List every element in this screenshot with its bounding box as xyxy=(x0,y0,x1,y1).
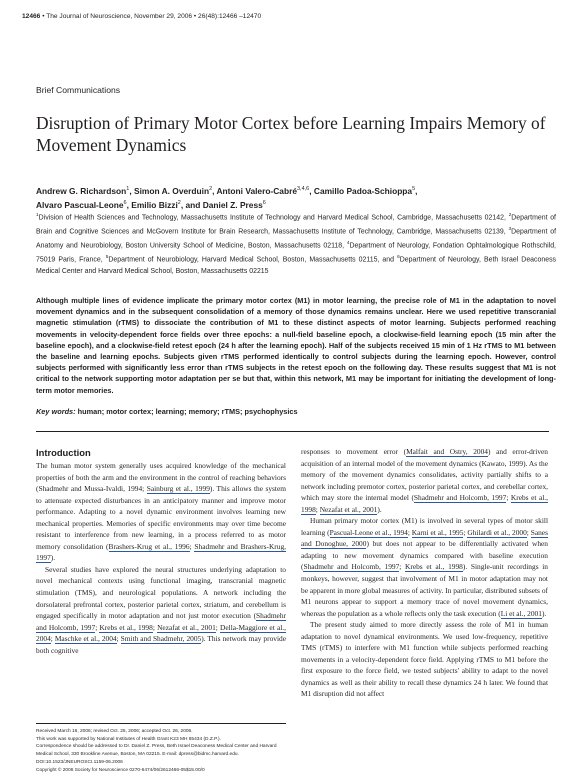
author-separator: , xyxy=(180,200,184,211)
abstract: Although multiple lines of evidence implicate the primary motor cortex (M1) in motor learning, the precise role of M1 in the adaptation to novel movement dynamics and in the subsequent consolidation of a memory of those dynamics remains unclear. Here we used repetitive transcranial magnetic stimulation (rTMS) to dissociate the contribution of M1 to these distinct aspects of motor learning. Subjects performed reaching movements in velocity-dependent force fields over three epochs: a null-field baseline epoch, a clockwise-field learning epoch (15 min after the baseline epoch), and a clockwise-field retest epoch (24 h after the learning epoch). Half of the subjects received 15 min of 1 Hz rTMS to M1 between the baseline and learning epochs. Subjects given rTMS performed identically to control subjects during the learning epoch. However, control subjects performed with significantly less error than rTMS subjects in the retest epoch on the following day. These results suggest that M1 is not critical to the network supporting motor adaptation per se but that, within this network, M1 may be important for initiating the development of long-term motor memories. xyxy=(36,296,556,395)
author-separator: , xyxy=(129,185,132,196)
body-text: ; xyxy=(315,504,320,514)
affiliation-number: 6 xyxy=(397,255,400,261)
author-separator: , xyxy=(415,185,418,196)
body-text: ; xyxy=(50,634,55,644)
body-text: ) and error-driven acquisition of an internal model of the movement dynamics (Kawato, 1999). As the memory of the movement dynamics consolidates, activity partially shifts to a network including premotor cortex, posterior parietal cortex, and cerebellar cortex, which may store the internal model ( xyxy=(301,447,548,503)
citation-link[interactable]: Sainburg et al., 1999 xyxy=(146,484,210,494)
citation-link[interactable]: Brashers-Krug et al., 1996 xyxy=(108,541,190,551)
author-name: Camillo Padoa-Schioppa xyxy=(311,185,413,196)
journal-citation: • The Journal of Neuroscience, November 29, 2006 • 26(48):12466 –12470 xyxy=(42,13,262,20)
keywords-label: Key words: xyxy=(36,407,76,416)
affiliation-text: Department of Neurology, Fondation Ophtalmologique Rothschild, 75019 Paris, France, xyxy=(36,242,556,264)
author-name: Simon A. Overduin xyxy=(131,185,210,196)
paragraph xyxy=(301,515,548,619)
citation-link[interactable]: Nezafat et al., 2001 xyxy=(319,504,378,514)
body-text: responses to movement error ( xyxy=(301,447,407,456)
footnote-line: Medical School, 330 Brookline Avenue, Boston, MA 02215. E-mail: dpress@bidmc.harvard.edu. xyxy=(36,752,239,758)
body-text: The human motor system generally uses acquired knowledge of the mechanical properties of both the arm and the environment in the control of reaching behaviors (Shadmehr and Mussa-Ivaldi, 1994; xyxy=(36,461,286,494)
section-label: Brief Communications xyxy=(36,85,121,95)
body-text: ) but does not appear to be differentially activated when adapting to new movement dynamics compared with baseline execution ( xyxy=(301,539,548,572)
footnotes xyxy=(36,728,286,774)
footnote-rule xyxy=(36,723,286,724)
author-affiliation-mark: 1 xyxy=(126,186,130,192)
author-affiliation-mark: 2 xyxy=(177,200,181,207)
affiliation-text: Division of Health Sciences and Technology, Massachusetts Institute of Technology and Harvard Medical School, Cambridge, Massachusetts 02142, xyxy=(38,214,509,222)
body-text: ). Single-unit recordings in monkeys, however, suggest that involvement of M1 in motor adaptation may not be apparent in more global measures of activity. In particular, distributed subsets of M1 neurons appear to support a memory trace of novel movement dynamics, whereas the population as a whole reflects only the task execution ( xyxy=(301,562,548,618)
citation-link[interactable]: Della-Maggiore et al., 2004 xyxy=(36,622,286,644)
keywords xyxy=(36,407,556,416)
author-name: Emilio Bizzi xyxy=(128,200,178,211)
article-title: Disruption of Primary Motor Cortex before Learning Impairs Memory of Movement Dynamics xyxy=(36,113,546,155)
body-text: ). This allows the system to attenuate expected disturbances in an anticipatory manner and improve motor performance. Adapting to a novel dynamic environment involves learning new mechanical properties. Memories of specific environments may over time become resistant to interference from new learning, in a process referred to as motor memory consolidation ( xyxy=(36,484,287,551)
running-header xyxy=(22,13,261,20)
affiliation-text: Department of Neurology, Beth Israel Deaconess Medical Center and Harvard Medical School, Boston, Massachusetts 02215 xyxy=(36,256,557,276)
affiliation-number: 4 xyxy=(346,241,350,247)
body-text: The present study aimed to more directly assess the role of M1 in human adaptation to novel dynamical environments. We used low-frequency, repetitive TMS (rTMS) to interfere with M1 function while subjects performed reaching movements in a velocity-dependent force field. Applying rTMS to M1 before the first exposure to the force field, we tested subjects' ability to adapt to the novel dynamics as well as their ability to recall these dynamics 24 h later. We found that M1 disruption did not affect xyxy=(301,620,548,699)
author-name: Antoni Valero-Cabré xyxy=(214,185,297,196)
citation-link[interactable]: Li et al., 2001 xyxy=(500,608,542,618)
affiliation-text: Department of Anatomy and Neurobiology, Boston University School of Medicine, Boston, Massachusetts 02118, xyxy=(36,228,556,250)
citation-link[interactable]: Maschke et al., 2004 xyxy=(54,634,117,644)
affiliation-number: 5 xyxy=(105,255,109,261)
author-list xyxy=(36,183,556,212)
footnote-line: DOI:10.1523/JNEUROSCI.1159-06.2006 xyxy=(36,759,123,765)
body-text: ; xyxy=(95,622,100,632)
affiliation-number: 2 xyxy=(508,213,512,218)
paragraph xyxy=(36,460,286,564)
body-text: ; xyxy=(506,493,511,503)
citation-link[interactable]: Malfait and Ostry, 2004 xyxy=(406,447,489,456)
footnote-line: Received March 16, 2006; revised Oct. 25, 2006; accepted Oct. 26, 2006. xyxy=(36,729,193,734)
divider-rule xyxy=(36,431,549,432)
body-text: ; xyxy=(152,622,158,632)
citation-link[interactable]: Sanes and Donoghue, 2000 xyxy=(301,527,548,549)
author-affiliation-mark: 6 xyxy=(262,200,266,207)
footnote-line: Copyright © 2006 Society for Neuroscience 0270-6474/06/2612466-05$15.00/0 xyxy=(36,767,205,773)
affiliations xyxy=(36,210,556,278)
page-number: 12466 xyxy=(22,13,41,20)
citation-link[interactable]: Shadmehr and Holcomb, 1997 xyxy=(413,493,507,503)
author-affiliation-mark: 5 xyxy=(412,186,416,192)
body-text: ). xyxy=(377,504,382,514)
footnote-line: Correspondence should be addressed to Dr. Daniel Z. Press, Beth Israel Deaconess Medical Center and Harvard xyxy=(36,744,277,750)
introduction-heading: Introduction xyxy=(36,447,91,458)
body-text: ; xyxy=(463,527,468,537)
paragraph xyxy=(36,564,286,656)
affiliation-text: Department of Neurobiology, Harvard Medical School, Boston, Massachusetts 02115, and xyxy=(108,256,398,264)
author-affiliation-mark: 6 xyxy=(123,200,127,207)
footnote-line: This work was supported by National Institutes of Health Grant K23 MH 65434 (D.Z.P.). xyxy=(36,736,221,742)
body-text: ; xyxy=(116,634,121,644)
author-separator: , xyxy=(309,185,312,196)
citation-link[interactable]: Shadmehr and Holcomb, 1997 xyxy=(303,562,400,572)
body-text: ). This network may provide both cognitive xyxy=(36,634,286,655)
body-text: ; xyxy=(399,562,406,572)
body-text: Several studies have explored the neural structures underlying adaptation to novel mechanical contexts using functional imaging, transcranial magnetic stimulation (TMS), and neurological populations. A network including the dorsolateral prefrontal cortex, posterior parietal cortex, striatum, and cerebellum is engaged specifically in motor adaptation and not just motor execution ( xyxy=(36,564,286,621)
citation-link[interactable]: Krebs et al., 1998 xyxy=(99,622,153,632)
body-text: Human primary motor cortex (M1) is involved in several types of motor skill learning ( xyxy=(301,516,548,537)
author-affiliation-mark: 3,4,6 xyxy=(297,186,310,192)
paragraph xyxy=(301,619,548,700)
citation-link[interactable]: Shadmehr and Holcomb, 1997 xyxy=(36,611,286,632)
paragraph xyxy=(301,446,548,515)
author-affiliation-mark: 2 xyxy=(209,186,213,192)
citation-link[interactable]: Nezafat et al., 2001 xyxy=(157,622,216,632)
citation-link[interactable]: Karni et al., 1995 xyxy=(411,527,464,537)
body-text: ; xyxy=(189,541,195,551)
citation-link[interactable]: Smith and Shadmehr, 2005 xyxy=(120,634,202,644)
citation-link[interactable]: Krebs et al., 1998 xyxy=(301,493,548,514)
author-separator: , xyxy=(126,200,129,211)
affiliation-number: 3 xyxy=(508,227,512,233)
author-name: Andrew G. Richardson xyxy=(36,185,127,196)
body-text: ). xyxy=(50,553,56,563)
citation-link[interactable]: Ghilardi et al., 2000 xyxy=(467,527,527,537)
citation-link[interactable]: Pascual-Leone et al., 1994 xyxy=(329,527,408,537)
left-column-body xyxy=(36,460,286,656)
affiliation-text: Department of Brain and Cognitive Sciences and McGovern Institute for Brain Research, Massachusetts Institute of Technology, Cambridge, Massachusetts 02139, xyxy=(36,214,556,236)
right-column-body xyxy=(301,446,548,700)
author-name: and Daniel Z. Press xyxy=(183,200,263,211)
affiliation-number: 1 xyxy=(36,213,39,218)
body-text: ). xyxy=(541,608,547,618)
citation-link[interactable]: Krebs et al., 1998 xyxy=(405,562,463,572)
body-text: ; xyxy=(526,527,531,537)
body-text: ; xyxy=(407,527,412,537)
author-separator: , xyxy=(212,185,215,196)
citation-link[interactable]: Shadmehr and Brashers-Krug, 1997 xyxy=(36,541,287,563)
keywords-text: human; motor cortex; learning; memory; rTMS; psychophysics xyxy=(75,407,298,416)
body-text: ; xyxy=(215,622,221,632)
author-name: Alvaro Pascual-Leone xyxy=(36,200,124,211)
